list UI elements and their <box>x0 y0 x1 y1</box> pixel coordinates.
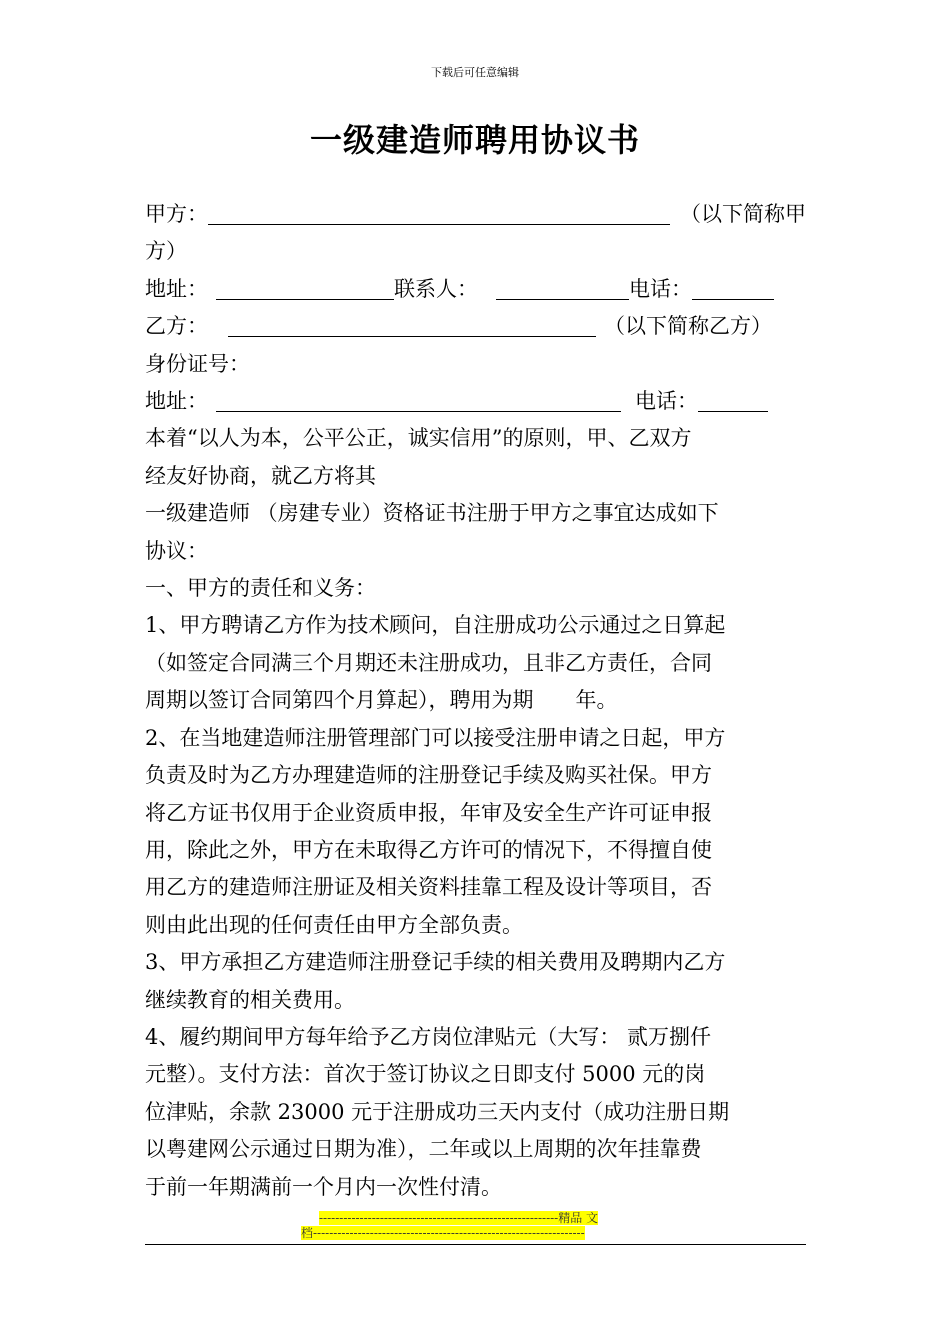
footer-rule <box>145 1244 806 1245</box>
party-a-line <box>145 196 810 233</box>
body-line: 经友好协商，就乙方将其 <box>145 463 376 488</box>
body-line: 2、在当地建造师注册管理部门可以接受注册申请之日起，甲方 <box>145 725 726 750</box>
body-line: 继续教育的相关费用。 <box>145 987 355 1012</box>
body-line: 位津贴，余款 23000 元于注册成功三天内支付（成功注册日期 <box>145 1099 730 1124</box>
body-line: 于前一年期满前一个月内一次性付清。 <box>145 1174 502 1199</box>
party-a-label: 甲方： <box>145 202 208 226</box>
address-label-1: 地址： <box>145 276 208 301</box>
phone-label-1: 电话： <box>629 276 692 301</box>
section-heading: 一、甲方的责任和义务： <box>145 576 376 601</box>
contact-person-label: 联系人： <box>394 276 478 301</box>
contact-line-1 <box>145 271 810 308</box>
footer-watermark <box>301 1211 598 1241</box>
address-blank-2 <box>216 385 621 412</box>
body-line: 4、履约期间甲方每年给予乙方岗位津贴元（大写： 贰万捌仟 <box>145 1024 712 1049</box>
document-body <box>145 196 810 1206</box>
party-b-label: 乙方： <box>145 314 208 339</box>
document-title: 一级建造师聘用协议书 <box>309 121 640 159</box>
party-a-suffix-cont: 方） <box>145 239 187 264</box>
body-line: 3、甲方承担乙方建造师注册登记手续的相关费用及聘期内乙方 <box>145 950 726 975</box>
body-line: 协议： <box>145 538 208 563</box>
party-a-suffix: （以下简称甲 <box>680 202 806 226</box>
body-line: 1、甲方聘请乙方作为技术顾问，自注册成功公示通过之日算起 <box>145 613 726 638</box>
body-line: 以粤建网公示通过日期为准），二年或以上周期的次年挂靠费 <box>145 1137 702 1162</box>
party-b-blank <box>228 310 596 337</box>
header-note: 下载后可任意编辑 <box>431 66 519 79</box>
footer-line-1: -----------------------------------------------------------精品 文 <box>319 1211 599 1225</box>
footer-line-2: 档------------------------------------------------------------------- <box>301 1226 585 1240</box>
body-line: 周期以签订合同第四个月算起），聘用为期 年。 <box>145 688 618 713</box>
phone-blank-2 <box>698 385 768 412</box>
phone-blank-1 <box>692 273 774 300</box>
address-blank-1 <box>216 273 394 300</box>
id-number-line: 身份证号： <box>145 351 250 376</box>
party-a-blank <box>208 198 670 225</box>
body-line: 用，除此之外，甲方在未取得乙方许可的情况下，不得擅自使 <box>145 837 712 862</box>
body-line: 用乙方的建造师注册证及相关资料挂靠工程及设计等项目，否 <box>145 875 712 900</box>
party-b-suffix: （以下简称乙方） <box>604 314 772 339</box>
party-b-line <box>145 308 810 345</box>
body-line: 本着“以人为本，公平公正，诚实信用”的原则，甲、乙双方 <box>145 426 692 451</box>
body-line: 则由此出现的任何责任由甲方全部负责。 <box>145 912 523 937</box>
body-line: 元整）。支付方法：首次于签订协议之日即支付 5000 元的岗 <box>145 1062 706 1087</box>
phone-label-2: 电话： <box>635 389 698 414</box>
contact-line-2 <box>145 383 810 420</box>
address-label-2: 地址： <box>145 389 208 414</box>
contact-person-blank <box>496 273 629 300</box>
body-line: 负责及时为乙方办理建造师的注册登记手续及购买社保。甲方 <box>145 763 712 788</box>
body-line: （如签定合同满三个月期还未注册成功，且非乙方责任，合同 <box>145 650 712 675</box>
body-line: 将乙方证书仅用于企业资质申报，年审及安全生产许可证申报 <box>145 800 712 825</box>
body-line: 一级建造师 （房建专业）资格证书注册于甲方之事宜达成如下 <box>145 501 719 526</box>
